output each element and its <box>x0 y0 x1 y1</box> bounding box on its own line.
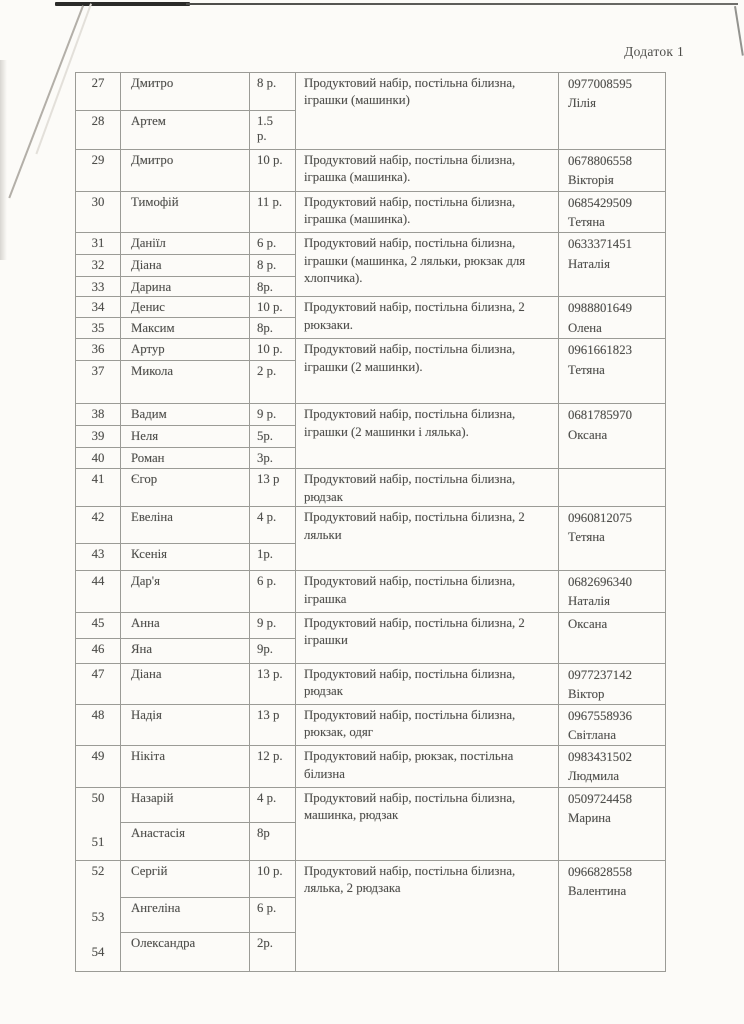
scan-fold-line <box>8 5 84 198</box>
cell-aid-items: Продуктовий набір, постільна білизна, іграшки (машинка, 2 ляльки, рюкзак для хлопчика). <box>296 233 559 297</box>
contact-name: Наталія <box>568 256 610 271</box>
contact-name: Людмила <box>568 769 620 784</box>
contact-name: Олена <box>568 320 602 335</box>
cell-aid-items: Продуктовий набір, постільна білизна, іграшки (2 машинки і лялька). <box>296 404 559 469</box>
phone-number: 0509724458 <box>568 791 632 806</box>
cell-age: 6 р. <box>250 233 296 255</box>
cell-child-name: Єгор <box>121 469 250 507</box>
phone-number: 0977008595 <box>568 77 632 91</box>
cell-row-number: 53 <box>76 897 121 932</box>
cell-child-name: Евеліна <box>121 507 250 544</box>
cell-age: 8р. <box>250 277 296 297</box>
cell-contact <box>559 339 666 404</box>
cell-row-number: 28 <box>76 111 121 150</box>
cell-aid-items: Продуктовий набір, постільна білизна, іграшка <box>296 571 559 612</box>
children-table-body <box>76 73 666 972</box>
table-row <box>76 73 666 111</box>
scan-left-edge-shadow <box>0 60 7 260</box>
contact-name: Віктор <box>568 686 605 701</box>
cell-contact <box>559 297 666 339</box>
table-row <box>76 507 666 544</box>
table-row <box>76 571 666 612</box>
cell-age: 2р. <box>250 932 296 971</box>
children-aid-table <box>75 72 666 972</box>
cell-contact <box>559 787 666 860</box>
cell-contact <box>559 507 666 571</box>
contact-name: Наталія <box>568 594 610 609</box>
cell-child-name: Ксенія <box>121 544 250 571</box>
cell-row-number: 38 <box>76 404 121 426</box>
cell-row-number: 50 <box>76 787 121 822</box>
cell-age: 3р. <box>250 448 296 469</box>
table-row <box>76 746 666 787</box>
cell-row-number: 47 <box>76 663 121 704</box>
table-row <box>76 469 666 507</box>
cell-row-number: 48 <box>76 704 121 745</box>
phone-number: 0633371451 <box>568 237 632 252</box>
contact-name: Марина <box>568 810 611 825</box>
cell-age: 10 р. <box>250 860 296 897</box>
phone-number: 0977237142 <box>568 667 632 682</box>
contact-name: Тетяна <box>568 215 605 230</box>
cell-age: 5р. <box>250 426 296 448</box>
cell-age: 12 р. <box>250 746 296 787</box>
cell-age: 13 р. <box>250 663 296 704</box>
cell-aid-items: Продуктовий набір, постільна білизна, 2 ляльки <box>296 507 559 571</box>
cell-aid-items: Продуктовий набір, постільна білизна, іграшка (машинка). <box>296 192 559 233</box>
cell-child-name: Діана <box>121 255 250 277</box>
cell-child-name: Сергій <box>121 860 250 897</box>
cell-child-name: Дмитро <box>121 150 250 192</box>
cell-contact <box>559 860 666 971</box>
cell-aid-items: Продуктовий набір, постільна білизна, іграшки (2 машинки). <box>296 339 559 404</box>
cell-age: 9 р. <box>250 404 296 426</box>
contact-name: Оксана <box>568 427 608 442</box>
cell-age: 13 р <box>250 704 296 745</box>
cell-row-number: 42 <box>76 507 121 544</box>
cell-aid-items: Продуктовий набір, постільна білизна, іграшки (машинки) <box>296 73 559 150</box>
scan-top-edge-thin <box>186 3 738 5</box>
phone-number: 0678806558 <box>568 154 632 168</box>
children-aid-table-container <box>75 72 666 972</box>
cell-row-number: 52 <box>76 860 121 897</box>
cell-row-number: 35 <box>76 318 121 339</box>
cell-age: 1.5 р. <box>250 111 296 150</box>
cell-age: 1р. <box>250 544 296 571</box>
cell-aid-items: Продуктовий набір, постільна білизна, машинка, рюдзак <box>296 787 559 860</box>
cell-contact <box>559 404 666 469</box>
phone-number: 0682696340 <box>568 575 632 590</box>
contact-name: Валентина <box>568 883 627 898</box>
cell-age: 10 р. <box>250 297 296 318</box>
cell-child-name: Артур <box>121 339 250 361</box>
phone-number: 0681785970 <box>568 408 632 423</box>
cell-row-number: 46 <box>76 638 121 663</box>
cell-contact <box>559 150 666 192</box>
cell-child-name: Роман <box>121 448 250 469</box>
table-row <box>76 860 666 897</box>
cell-row-number: 41 <box>76 469 121 507</box>
cell-age: 6 р. <box>250 897 296 932</box>
contact-name: Тетяна <box>568 362 605 377</box>
cell-aid-items: Продуктовий набір, постільна білизна, рюдзак <box>296 663 559 704</box>
cell-aid-items: Продуктовий набір, постільна білизна, іграшка (машинка). <box>296 150 559 192</box>
phone-number: 0967558936 <box>568 708 632 723</box>
cell-child-name: Анна <box>121 612 250 638</box>
cell-contact <box>559 192 666 233</box>
cell-age: 8 р. <box>250 255 296 277</box>
cell-child-name: Діана <box>121 663 250 704</box>
cell-child-name: Дарина <box>121 277 250 297</box>
table-row <box>76 339 666 361</box>
cell-age: 13 р <box>250 469 296 507</box>
cell-contact <box>559 73 666 150</box>
cell-row-number: 31 <box>76 233 121 255</box>
cell-child-name: Даніїл <box>121 233 250 255</box>
cell-child-name: Неля <box>121 426 250 448</box>
cell-row-number: 33 <box>76 277 121 297</box>
contact-name: Лілія <box>568 96 597 111</box>
cell-row-number: 49 <box>76 746 121 787</box>
cell-row-number: 37 <box>76 361 121 404</box>
table-row <box>76 663 666 704</box>
phone-number: 0960812075 <box>568 511 632 526</box>
cell-aid-items: Продуктовий набір, постільна білизна, 2 рюкзаки. <box>296 297 559 339</box>
cell-row-number: 43 <box>76 544 121 571</box>
cell-contact <box>559 469 666 507</box>
cell-age: 10 р. <box>250 339 296 361</box>
cell-child-name: Тимофій <box>121 192 250 233</box>
cell-child-name: Микола <box>121 361 250 404</box>
cell-aid-items: Продуктовий набір, постільна білизна, рюкзак, одяг <box>296 704 559 745</box>
phone-number: 0983431502 <box>568 750 632 765</box>
annex-label: Додаток 1 <box>624 44 684 59</box>
contact-name: Вікторія <box>568 173 614 188</box>
cell-age: 10 р. <box>250 150 296 192</box>
cell-row-number: 54 <box>76 932 121 971</box>
table-row <box>76 612 666 638</box>
cell-child-name: Вадим <box>121 404 250 426</box>
cell-row-number: 44 <box>76 571 121 612</box>
cell-age: 6 р. <box>250 571 296 612</box>
cell-contact <box>559 663 666 704</box>
scan-top-edge-dark <box>55 2 190 6</box>
cell-child-name: Максим <box>121 318 250 339</box>
cell-child-name: Денис <box>121 297 250 318</box>
cell-contact <box>559 704 666 745</box>
cell-child-name: Дар'я <box>121 571 250 612</box>
cell-row-number: 40 <box>76 448 121 469</box>
cell-aid-items: Продуктовий набір, рюкзак, постільна білизна <box>296 746 559 787</box>
contact-name: Тетяна <box>568 530 605 545</box>
cell-row-number: 45 <box>76 612 121 638</box>
cell-child-name: Яна <box>121 638 250 663</box>
cell-child-name: Олександра <box>121 932 250 971</box>
cell-contact <box>559 746 666 787</box>
cell-aid-items: Продуктовий набір, постільна білизна, лялька, 2 рюдзака <box>296 860 559 971</box>
cell-age: 4 р. <box>250 787 296 822</box>
cell-age: 9р. <box>250 638 296 663</box>
contact-name: Оксана <box>568 616 608 631</box>
cell-age: 11 р. <box>250 192 296 233</box>
cell-age: 9 р. <box>250 612 296 638</box>
cell-child-name: Нікіта <box>121 746 250 787</box>
cell-contact <box>559 612 666 663</box>
cell-child-name: Ангеліна <box>121 897 250 932</box>
table-row <box>76 192 666 233</box>
phone-number: 0685429509 <box>568 196 632 210</box>
cell-age: 4 р. <box>250 507 296 544</box>
cell-aid-items: Продуктовий набір, постільна білизна, 2 іграшки <box>296 612 559 663</box>
cell-child-name: Анастасія <box>121 822 250 860</box>
cell-row-number: 27 <box>76 73 121 111</box>
table-row <box>76 787 666 822</box>
phone-number: 0961661823 <box>568 343 632 358</box>
cell-row-number: 34 <box>76 297 121 318</box>
cell-row-number: 32 <box>76 255 121 277</box>
table-row <box>76 704 666 745</box>
cell-child-name: Надія <box>121 704 250 745</box>
cell-child-name: Артем <box>121 111 250 150</box>
scan-right-edge-line <box>734 6 744 56</box>
cell-age: 8р. <box>250 318 296 339</box>
cell-row-number: 51 <box>76 822 121 860</box>
cell-contact <box>559 571 666 612</box>
cell-age: 2 р. <box>250 361 296 404</box>
cell-contact <box>559 233 666 297</box>
cell-row-number: 39 <box>76 426 121 448</box>
table-row <box>76 233 666 255</box>
contact-name: Світлана <box>568 728 617 743</box>
cell-row-number: 29 <box>76 150 121 192</box>
cell-age: 8р <box>250 822 296 860</box>
cell-age: 8 р. <box>250 73 296 111</box>
cell-row-number: 36 <box>76 339 121 361</box>
cell-child-name: Назарій <box>121 787 250 822</box>
phone-number: 0988801649 <box>568 301 632 316</box>
cell-row-number: 30 <box>76 192 121 233</box>
cell-child-name: Дмитро <box>121 73 250 111</box>
table-row <box>76 150 666 192</box>
table-row <box>76 404 666 426</box>
phone-number: 0966828558 <box>568 864 632 879</box>
cell-aid-items: Продуктовий набір, постільна білизна, рюдзак <box>296 469 559 507</box>
table-row <box>76 297 666 318</box>
